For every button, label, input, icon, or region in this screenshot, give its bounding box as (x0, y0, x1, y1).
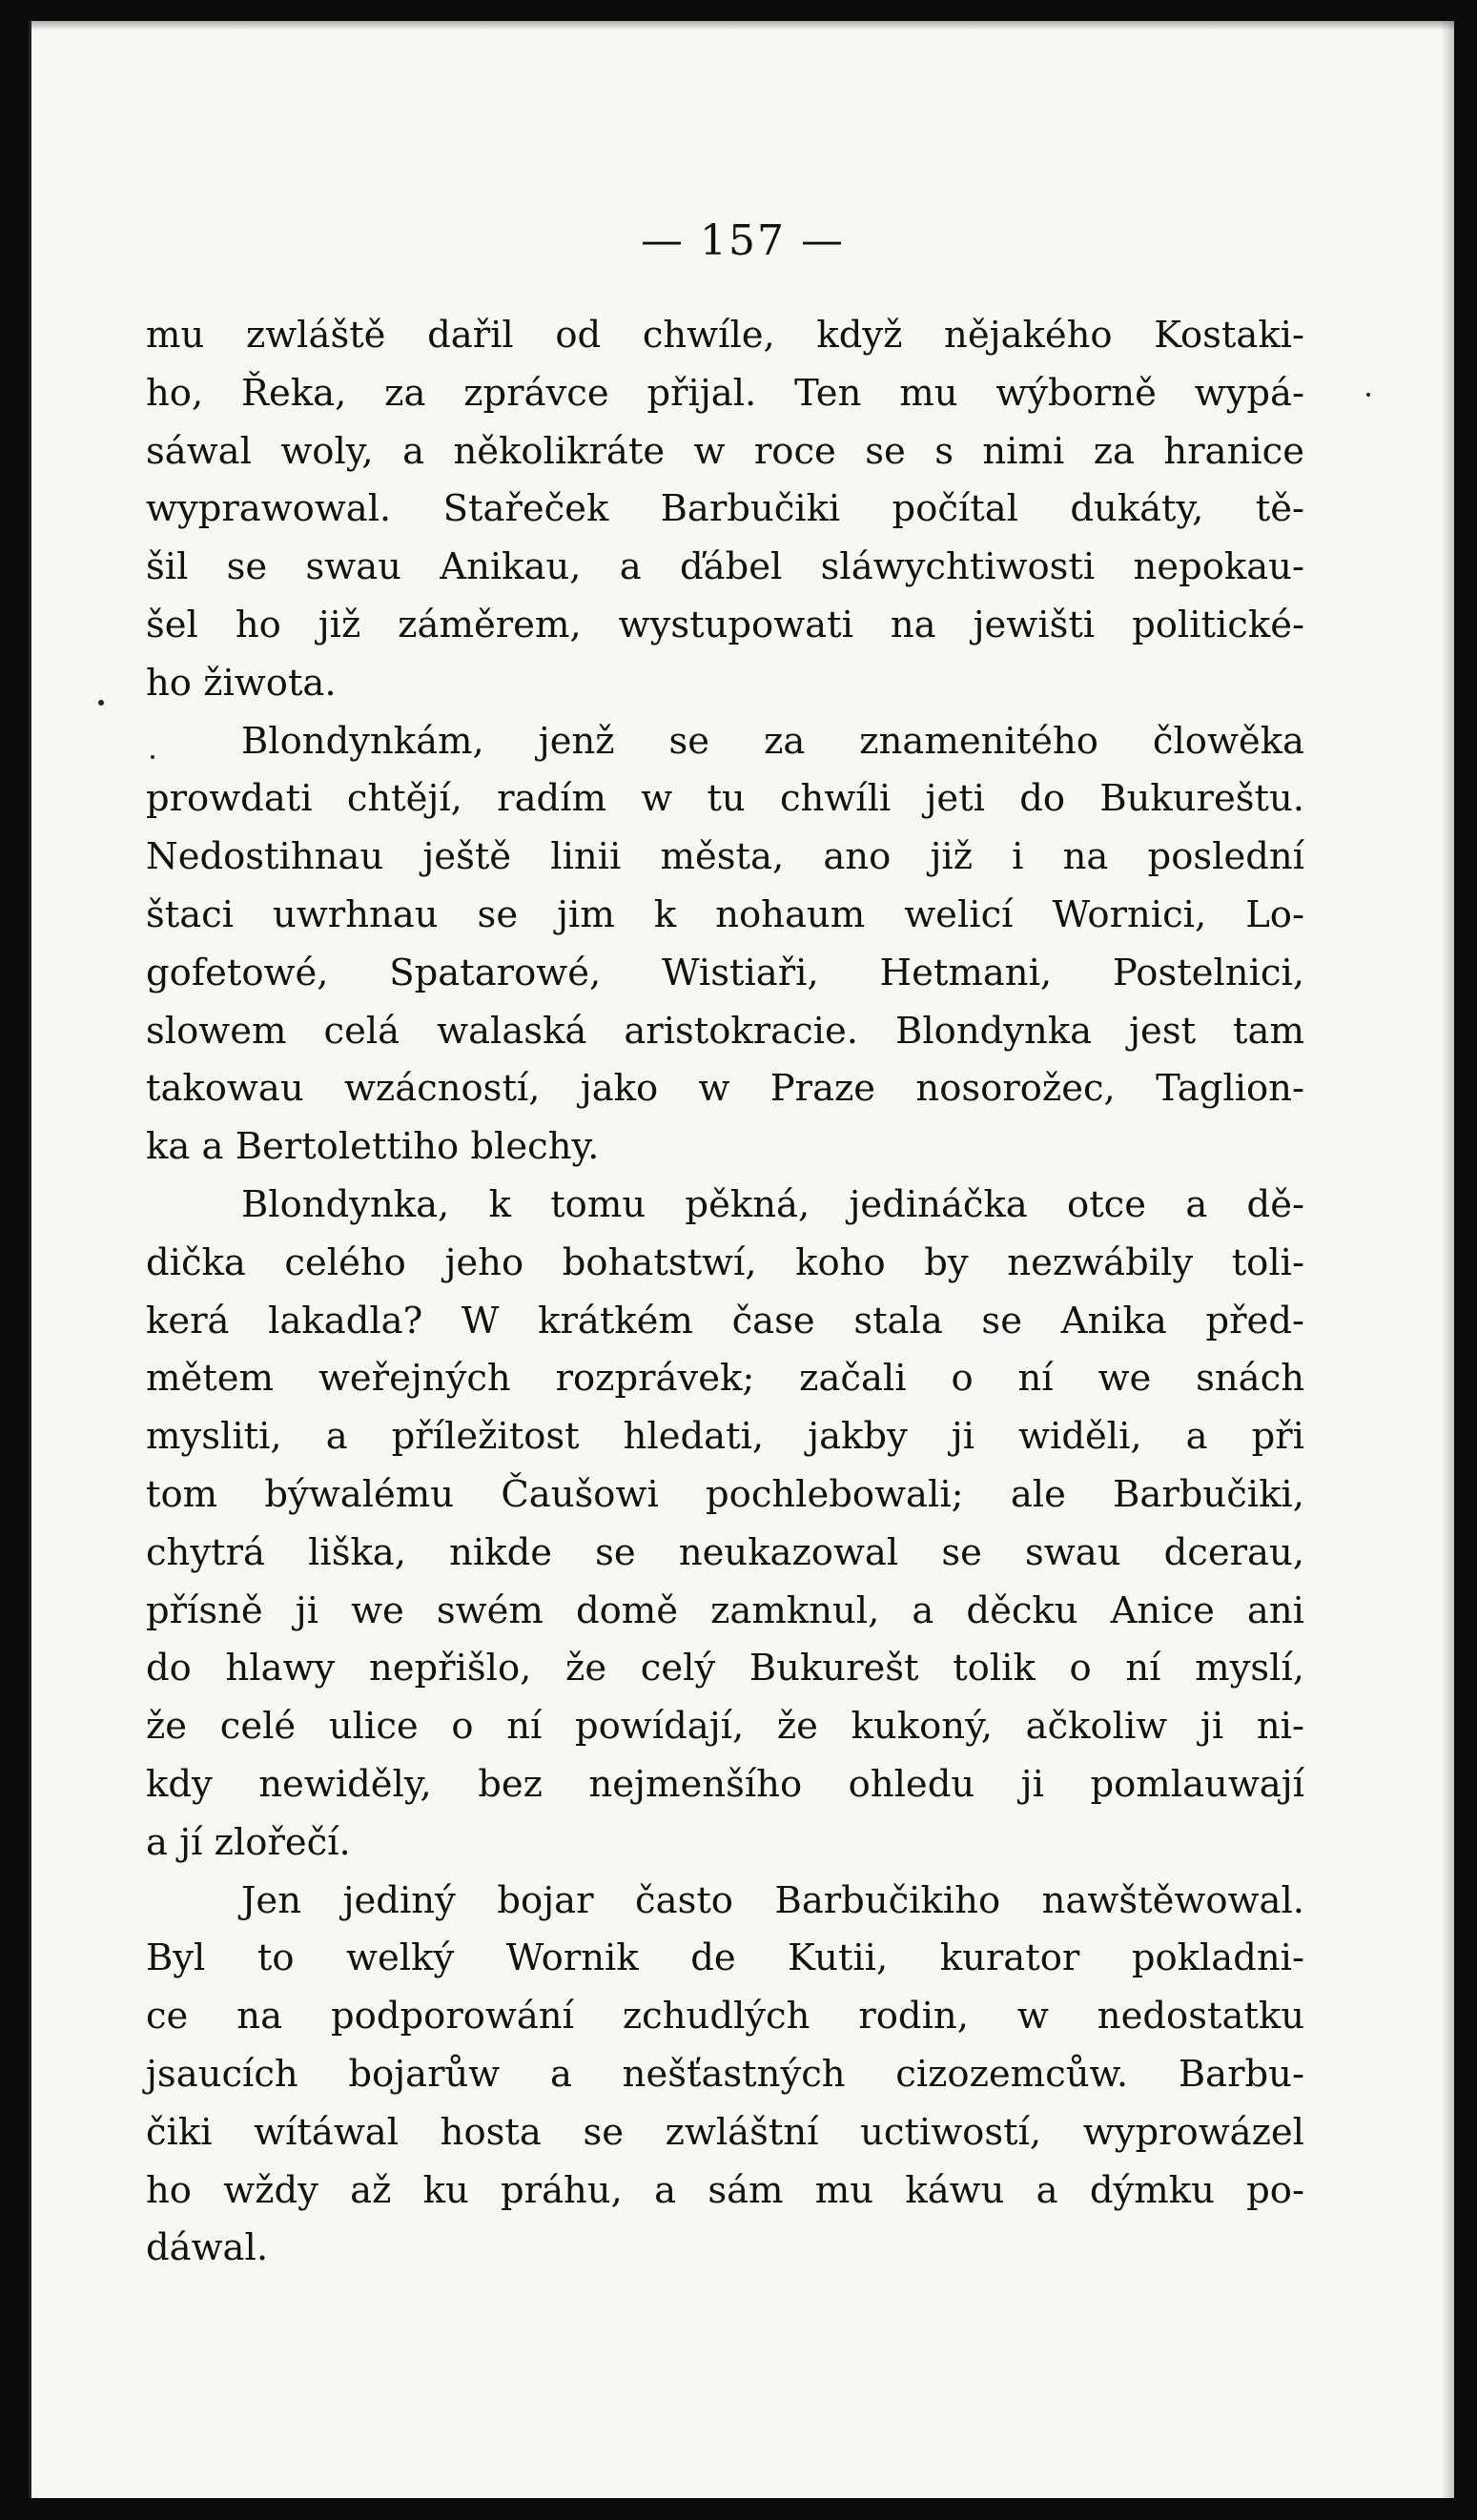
text-line: sáwal woly, a několikráte w roce se s nimi za hranice (146, 429, 1304, 473)
text-line: mysliti, a příležitost hledati, jakby ji widěli, a při (146, 1415, 1304, 1459)
text-line: šel ho již záměrem, wystupowati na jewišti politické- (146, 603, 1304, 646)
text-line: ho, Řeka, za zprávce přijal. Ten mu wýborně wypá- (146, 371, 1304, 415)
text-line: takowau wzácností, jako w Praze nosorožec, Taglion- (146, 1067, 1304, 1111)
page-number: — 157 — (641, 216, 845, 265)
scan-speck (98, 700, 104, 706)
text-line: Blondynka, k tomu pěkná, jedináčka otce a dě- (241, 1182, 1304, 1226)
text-line: Nedostihnau ještě linii města, ano již i na poslední (146, 835, 1304, 879)
scan-shadow-right (1441, 21, 1454, 2498)
text-line: slowem celá walaská aristokracie. Blondynka jest tam (146, 1009, 1304, 1053)
scan-speck (1366, 393, 1370, 397)
text-line: šil se swau Anikau, a ďábel sláwychtiwosti nepokau- (146, 545, 1304, 589)
text-line: čiki wítáwal hosta se zwláštní uctiwostí, wyprowázel (146, 2110, 1304, 2154)
text-line: kerá lakadla? W krátkém čase stala se Anika před- (146, 1299, 1304, 1342)
text-line: ho žiwota. (146, 661, 337, 705)
text-line: kdy newiděly, bez nejmenšího ohledu ji pomlauwají (146, 1762, 1304, 1806)
text-line: wyprawowal. Stařeček Barbučiki počítal dukáty, tě- (146, 487, 1304, 531)
text-line: ka a Bertolettiho blechy. (146, 1125, 600, 1169)
text-line: tom býwalému Čaušowi pochlebowali; ale Barbučiki, (146, 1472, 1304, 1516)
text-line: mětem weřejných rozprávek; začali o ní we snách (146, 1357, 1304, 1401)
text-line: gofetowé, Spatarowé, Wistiaři, Hetmani, Postelnici, (146, 951, 1304, 994)
text-line: Blondynkám, jenž se za znamenitého člowěka (241, 719, 1304, 763)
text-line: chytrá liška, nikde se neukazowal se swau dcerau, (146, 1530, 1304, 1574)
text-line: ce na podporowání zchudlých rodin, w nedostatku (146, 1995, 1304, 2039)
text-line: ho wždy až ku práhu, a sám mu káwu a dýmku po- (146, 2168, 1304, 2212)
text-line: že celé ulice o ní powídají, že kukoný, ačkoliw ji ni- (146, 1705, 1304, 1749)
text-line: prowdati chtějí, radím w tu chwíli jeti do Bukureštu. (146, 777, 1304, 821)
body-text (146, 307, 1304, 2278)
text-line: dička celého jeho bohatstwí, koho by nezwábily toli- (146, 1240, 1304, 1284)
text-line: do hlawy nepřišlo, že celý Bukurešt tolik o ní myslí, (146, 1647, 1304, 1690)
book-page (29, 21, 1454, 2498)
text-line: Jen jediný bojar často Barbučikiho nawštěwowal. (241, 1878, 1304, 1922)
text-line: přísně ji we swém domě zamknul, a děcku Anice ani (146, 1588, 1304, 1632)
text-line: mu zwláště dařil od chwíle, když nějakého Kostaki- (146, 314, 1304, 357)
text-line: a jí zlořečí. (146, 1820, 351, 1864)
text-line: Byl to welký Wornik de Kutii, kurator pokladni- (146, 1936, 1304, 1980)
text-line: jsaucích bojarůw a nešťastných cizozemcůw. Barbu- (146, 2052, 1304, 2096)
scan-speck (151, 755, 154, 759)
text-line: dáwal. (146, 2226, 269, 2270)
scan-shadow-top (31, 21, 1454, 31)
text-line: štaci uwrhnau se jim k nohaum welicí Wornici, Lo- (146, 892, 1304, 936)
